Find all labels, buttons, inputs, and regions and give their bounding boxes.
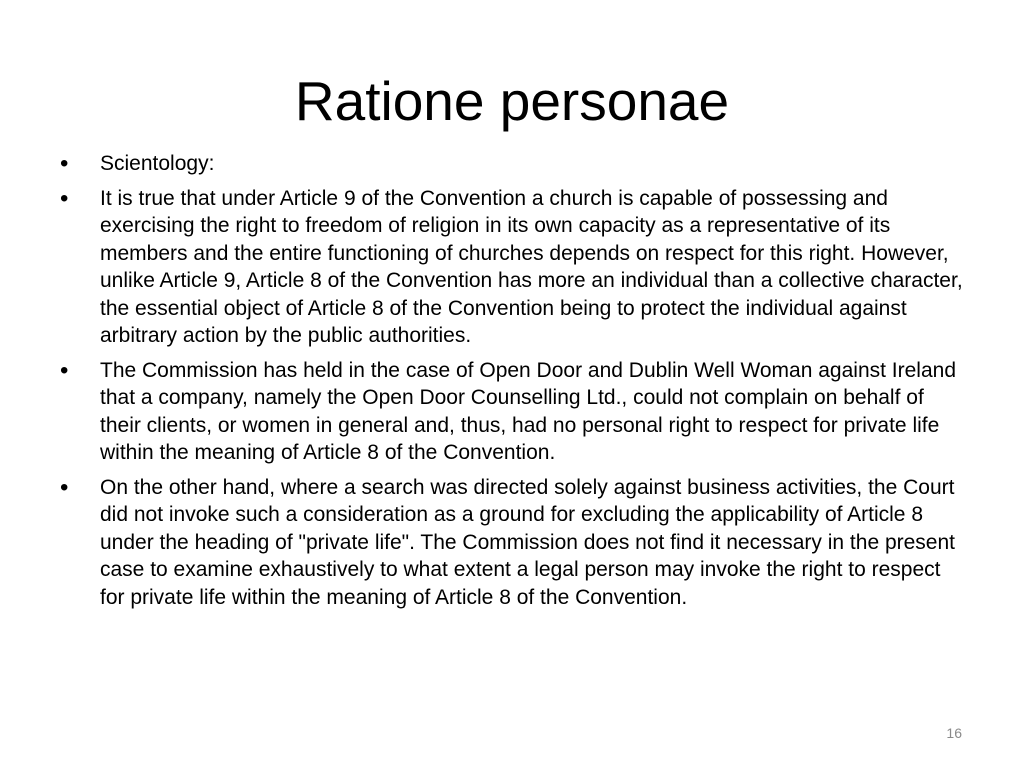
bullet-text: Scientology: xyxy=(100,152,215,175)
slide-title: Ratione personae xyxy=(294,70,730,132)
bullet-item xyxy=(60,185,970,350)
bullet-dot-icon: • xyxy=(60,150,69,177)
bullet-item xyxy=(60,150,970,178)
bullet-item xyxy=(60,357,970,467)
bullet-dot-icon: • xyxy=(60,473,69,501)
page-number: 16 xyxy=(946,725,962,741)
bullet-text: The Commission has held in the case of Open Door and Dublin Well Woman against Ireland that a company, namely the Open Door Counselling Ltd., could not complain on behalf of their clients, or women in general and, thus, had no personal right to respect for private life within the meaning of Article 8 of the Convention. xyxy=(100,358,957,464)
bullet-dot-icon: • xyxy=(60,184,69,212)
bullet-dot-icon: • xyxy=(60,356,69,384)
bullet-list xyxy=(60,150,970,618)
bullet-item xyxy=(60,474,970,612)
bullet-text: It is true that under Article 9 of the Convention a church is capable of possessing and exercising the right to freedom of religion in its own capacity as a representative of its members and the entire functioning of churches depends on respect for this right. However, unlike Article 9, Article 8 of the Convention has more an individual than a collective character, the essential object of Article 8 of the Convention being to protect the individual against arbitrary action by the public authorities. xyxy=(100,186,963,347)
bullet-text: On the other hand, where a search was directed solely against business activities, the Court did not invoke such a consideration as a ground for excluding the applicability of Article 8 under the heading of "private life". The Commission does not find it necessary in the present case to examine exhaustively to what extent a legal person may invoke the right to respect for private life within the meaning of Article 8 of the Convention. xyxy=(100,475,956,609)
